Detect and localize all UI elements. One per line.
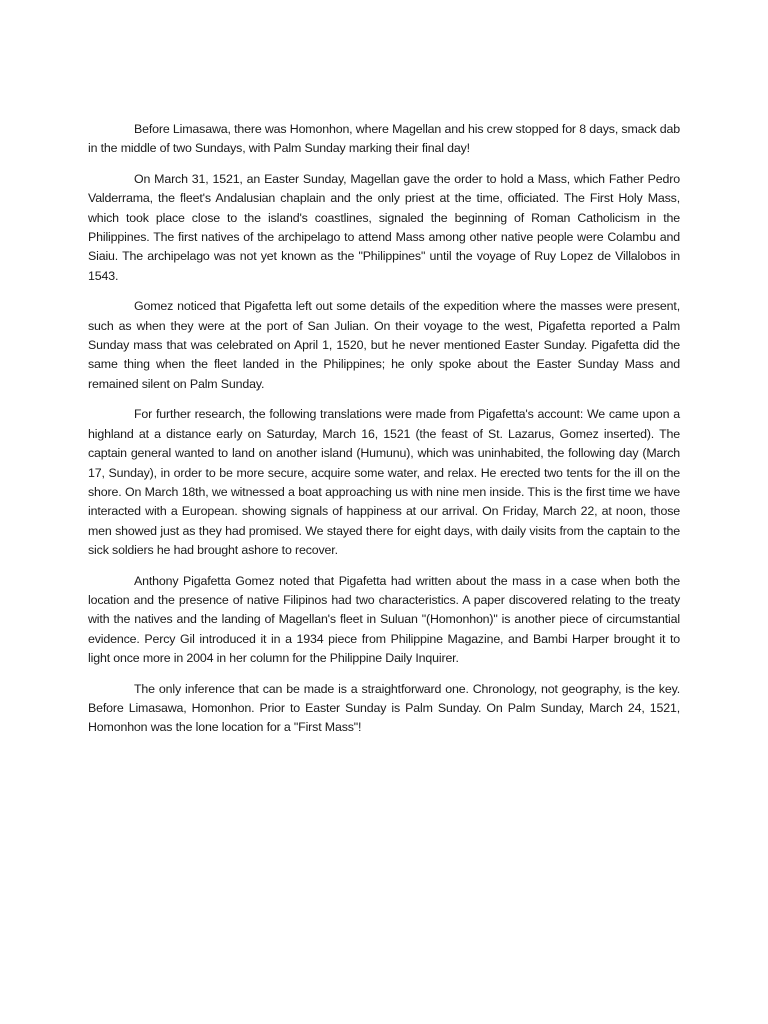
paragraph-4: For further research, the following translations were made from Pigafetta's account: We came upon a highland at a distance early on Saturday, March 16, 1521 (the feast of St. Lazarus, Gomez inserted). The captain general wanted to land on another island (Humunu), which was uninhabited, the following day (March 17, Sunday), in order to be more secure, acquire some water, and relax. He erected two tents for the ill on the shore. On March 18th, we witnessed a boat approaching us with nine men inside. This is the first time we have interacted with a European. showing signals of happiness at our arrival. On Friday, March 22, at noon, those men showed just as they had promised. We stayed there for eight days, with daily visits from the captain to the sick soldiers he had brought ashore to recover. bbox=[88, 407, 680, 558]
paragraph-3: Gomez noticed that Pigafetta left out some details of the expedition where the masses were present, such as when they were at the port of San Julian. On their voyage to the west, Pigafetta reported a Palm Sunday mass that was celebrated on April 1, 1520, but he never mentioned Easter Sunday. Pigafetta did the same thing when the fleet landed in the Philippines; he only spoke about the Easter Sunday Mass and remained silent on Palm Sunday. bbox=[88, 299, 680, 391]
document-body bbox=[88, 120, 680, 749]
paragraph-6: The only inference that can be made is a straightforward one. Chronology, not geography, is the key. Before Limasawa, Homonhon. Prior to Easter Sunday is Palm Sunday. On Palm Sunday, March 24, 1521, Homonhon was the lone location for a "First Mass"! bbox=[88, 681, 680, 735]
paragraph-1: Before Limasawa, there was Homonhon, where Magellan and his crew stopped for 8 days, smack dab in the middle of two Sundays, with Palm Sunday marking their final day! bbox=[88, 122, 680, 156]
paragraph-2: On March 31, 1521, an Easter Sunday, Magellan gave the order to hold a Mass, which Father Pedro Valderrama, the fleet's Andalusian chaplain and the only priest at the time, officiated. The First Holy Mass, which took place close to the island's coastlines, signaled the beginning of Roman Catholicism in the Philippines. The first natives of the archipelago to attend Mass among other native people were Colambu and Siaiu. The archipelago was not yet known as the "Philippines" until the voyage of Ruy Lopez de Villalobos in 1543. bbox=[88, 171, 680, 283]
paragraph-5: Anthony Pigafetta Gomez noted that Pigafetta had written about the mass in a case when both the location and the presence of native Filipinos had two characteristics. A paper discovered relating to the treaty with the natives and the landing of Magellan's fleet in Suluan "(Homonhon)" is another piece of circumstantial evidence. Percy Gil introduced it in a 1934 piece from Philippine Magazine, and Bambi Harper brought it to light once more in 2004 in her column for the Philippine Daily Inquirer. bbox=[88, 573, 680, 666]
